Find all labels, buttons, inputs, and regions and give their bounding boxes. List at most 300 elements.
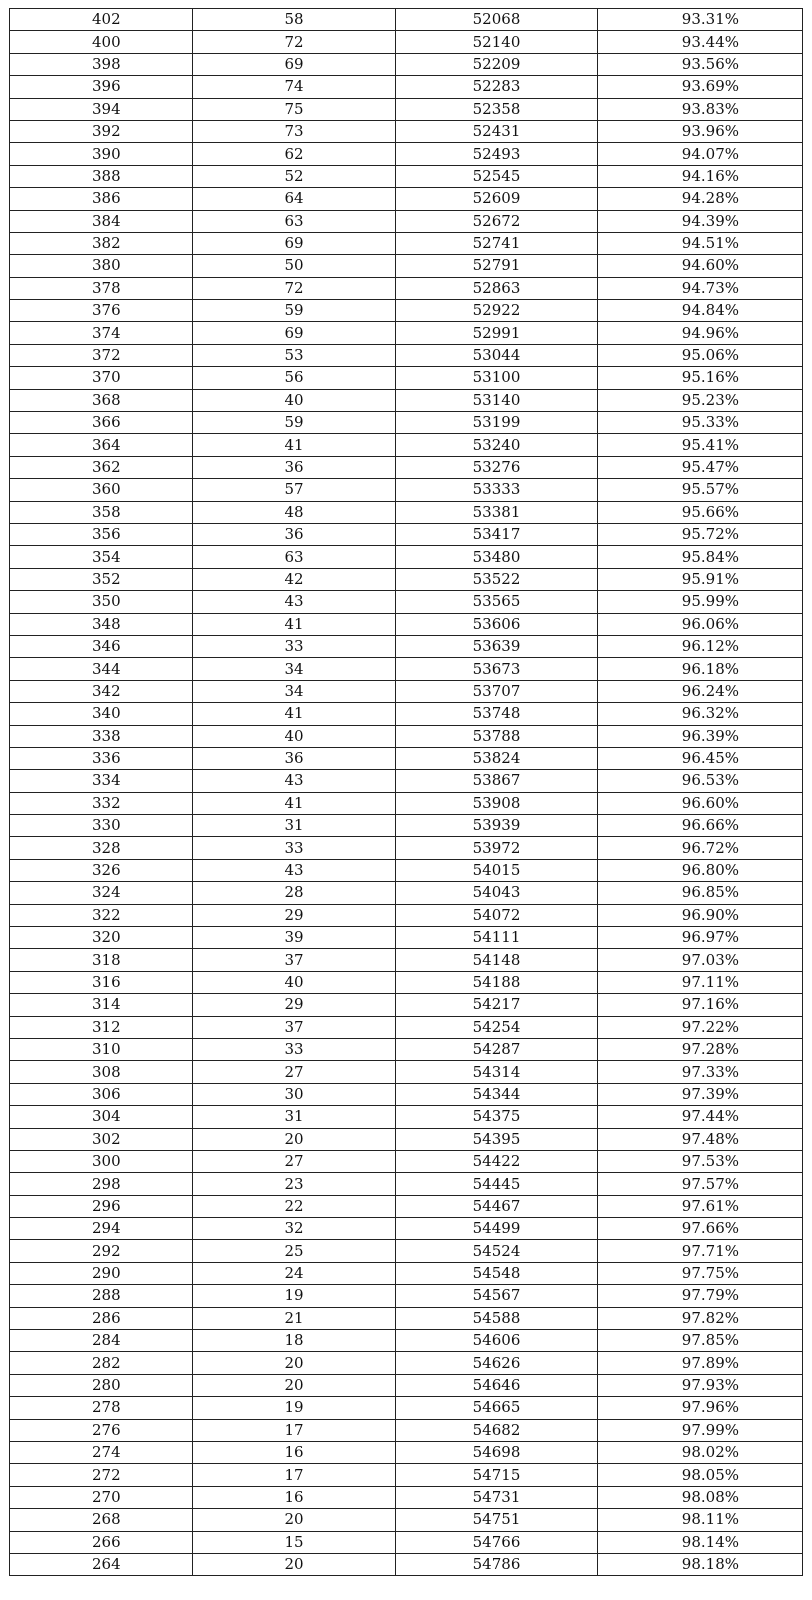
score-cell: 298: [10, 1173, 193, 1195]
cumulative-percent-cell: 95.06%: [598, 344, 803, 366]
cumulative-count-cell: 54111: [396, 927, 598, 949]
score-cell: 388: [10, 165, 193, 187]
cumulative-count-cell: 54395: [396, 1128, 598, 1150]
cumulative-percent-cell: 98.14%: [598, 1531, 803, 1553]
table-row: [10, 994, 803, 1016]
cumulative-percent-cell: 94.16%: [598, 165, 803, 187]
score-cell: 264: [10, 1553, 193, 1575]
table-row: [10, 300, 803, 322]
count-cell: 40: [193, 389, 396, 411]
count-cell: 74: [193, 76, 396, 98]
score-cell: 304: [10, 1106, 193, 1128]
count-cell: 40: [193, 725, 396, 747]
cumulative-percent-cell: 93.31%: [598, 9, 803, 31]
count-cell: 69: [193, 53, 396, 75]
table-row: [10, 613, 803, 635]
score-cell: 382: [10, 232, 193, 254]
count-cell: 53: [193, 344, 396, 366]
table-row: [10, 703, 803, 725]
cumulative-count-cell: 53140: [396, 389, 598, 411]
count-cell: 62: [193, 143, 396, 165]
cumulative-percent-cell: 97.53%: [598, 1150, 803, 1172]
count-cell: 42: [193, 568, 396, 590]
cumulative-percent-cell: 96.85%: [598, 882, 803, 904]
cumulative-percent-cell: 97.85%: [598, 1330, 803, 1352]
score-cell: 354: [10, 546, 193, 568]
score-cell: 314: [10, 994, 193, 1016]
cumulative-percent-cell: 97.96%: [598, 1397, 803, 1419]
score-cell: 284: [10, 1330, 193, 1352]
score-cell: 280: [10, 1374, 193, 1396]
table-row: [10, 1486, 803, 1508]
cumulative-percent-cell: 96.45%: [598, 747, 803, 769]
cumulative-count-cell: 54715: [396, 1464, 598, 1486]
table-row: [10, 188, 803, 210]
table-row: [10, 1352, 803, 1374]
count-cell: 34: [193, 658, 396, 680]
cumulative-percent-cell: 96.60%: [598, 792, 803, 814]
count-cell: 20: [193, 1553, 396, 1575]
count-cell: 43: [193, 770, 396, 792]
score-cell: 346: [10, 635, 193, 657]
cumulative-percent-cell: 94.39%: [598, 210, 803, 232]
table-row: [10, 837, 803, 859]
count-cell: 29: [193, 904, 396, 926]
cumulative-percent-cell: 97.66%: [598, 1218, 803, 1240]
cumulative-count-cell: 54626: [396, 1352, 598, 1374]
cumulative-count-cell: 53100: [396, 367, 598, 389]
score-cell: 324: [10, 882, 193, 904]
cumulative-percent-cell: 96.06%: [598, 613, 803, 635]
count-cell: 16: [193, 1486, 396, 1508]
table-row: [10, 1173, 803, 1195]
cumulative-percent-cell: 97.57%: [598, 1173, 803, 1195]
count-cell: 33: [193, 1038, 396, 1060]
cumulative-count-cell: 54548: [396, 1262, 598, 1284]
score-cell: 398: [10, 53, 193, 75]
score-cell: 294: [10, 1218, 193, 1240]
count-cell: 30: [193, 1083, 396, 1105]
count-cell: 19: [193, 1397, 396, 1419]
score-cell: 266: [10, 1531, 193, 1553]
score-cell: 286: [10, 1307, 193, 1329]
score-cell: 364: [10, 434, 193, 456]
score-cell: 318: [10, 949, 193, 971]
table-row: [10, 725, 803, 747]
score-cell: 282: [10, 1352, 193, 1374]
count-cell: 39: [193, 927, 396, 949]
cumulative-count-cell: 52991: [396, 322, 598, 344]
score-cell: 390: [10, 143, 193, 165]
table-row: [10, 98, 803, 120]
score-cell: 350: [10, 591, 193, 613]
count-cell: 17: [193, 1419, 396, 1441]
score-cell: 288: [10, 1285, 193, 1307]
cumulative-count-cell: 53480: [396, 546, 598, 568]
count-cell: 20: [193, 1352, 396, 1374]
score-cell: 326: [10, 859, 193, 881]
count-cell: 34: [193, 680, 396, 702]
score-cell: 274: [10, 1442, 193, 1464]
cumulative-percent-cell: 97.44%: [598, 1106, 803, 1128]
score-cell: 278: [10, 1397, 193, 1419]
count-cell: 69: [193, 322, 396, 344]
cumulative-count-cell: 54015: [396, 859, 598, 881]
table-row: [10, 143, 803, 165]
cumulative-percent-cell: 96.32%: [598, 703, 803, 725]
table-row: [10, 1307, 803, 1329]
table-row: [10, 792, 803, 814]
cumulative-percent-cell: 94.73%: [598, 277, 803, 299]
cumulative-percent-cell: 95.84%: [598, 546, 803, 568]
table-row: [10, 1038, 803, 1060]
score-distribution-table-container: [9, 8, 802, 1576]
score-cell: 402: [10, 9, 193, 31]
count-cell: 15: [193, 1531, 396, 1553]
cumulative-count-cell: 53867: [396, 770, 598, 792]
table-row: [10, 1419, 803, 1441]
cumulative-count-cell: 53333: [396, 479, 598, 501]
table-row: [10, 770, 803, 792]
table-row: [10, 367, 803, 389]
cumulative-percent-cell: 96.18%: [598, 658, 803, 680]
count-cell: 33: [193, 837, 396, 859]
cumulative-percent-cell: 98.11%: [598, 1509, 803, 1531]
cumulative-count-cell: 53673: [396, 658, 598, 680]
cumulative-count-cell: 54445: [396, 1173, 598, 1195]
count-cell: 41: [193, 703, 396, 725]
cumulative-percent-cell: 96.12%: [598, 635, 803, 657]
score-cell: 332: [10, 792, 193, 814]
cumulative-count-cell: 52283: [396, 76, 598, 98]
cumulative-percent-cell: 97.89%: [598, 1352, 803, 1374]
table-row: [10, 1374, 803, 1396]
cumulative-count-cell: 53522: [396, 568, 598, 590]
table-row: [10, 1150, 803, 1172]
count-cell: 41: [193, 792, 396, 814]
cumulative-count-cell: 54422: [396, 1150, 598, 1172]
count-cell: 59: [193, 300, 396, 322]
cumulative-count-cell: 54217: [396, 994, 598, 1016]
table-row: [10, 456, 803, 478]
score-cell: 392: [10, 120, 193, 142]
cumulative-percent-cell: 97.16%: [598, 994, 803, 1016]
cumulative-percent-cell: 94.07%: [598, 143, 803, 165]
score-cell: 340: [10, 703, 193, 725]
cumulative-count-cell: 53381: [396, 501, 598, 523]
cumulative-count-cell: 53707: [396, 680, 598, 702]
table-row: [10, 389, 803, 411]
cumulative-percent-cell: 95.66%: [598, 501, 803, 523]
cumulative-count-cell: 54786: [396, 1553, 598, 1575]
count-cell: 50: [193, 255, 396, 277]
table-row: [10, 232, 803, 254]
table-row: [10, 927, 803, 949]
table-row: [10, 1262, 803, 1284]
cumulative-count-cell: 54588: [396, 1307, 598, 1329]
cumulative-percent-cell: 93.96%: [598, 120, 803, 142]
table-row: [10, 747, 803, 769]
table-row: [10, 1442, 803, 1464]
score-cell: 322: [10, 904, 193, 926]
table-row: [10, 635, 803, 657]
count-cell: 63: [193, 210, 396, 232]
cumulative-percent-cell: 97.71%: [598, 1240, 803, 1262]
table-row: [10, 76, 803, 98]
count-cell: 20: [193, 1128, 396, 1150]
cumulative-count-cell: 53044: [396, 344, 598, 366]
count-cell: 23: [193, 1173, 396, 1195]
count-cell: 69: [193, 232, 396, 254]
cumulative-count-cell: 54567: [396, 1285, 598, 1307]
count-cell: 31: [193, 1106, 396, 1128]
cumulative-count-cell: 54375: [396, 1106, 598, 1128]
count-cell: 37: [193, 949, 396, 971]
cumulative-count-cell: 53972: [396, 837, 598, 859]
table-body: [10, 9, 803, 1576]
cumulative-count-cell: 53939: [396, 815, 598, 837]
score-cell: 372: [10, 344, 193, 366]
score-cell: 334: [10, 770, 193, 792]
cumulative-count-cell: 53824: [396, 747, 598, 769]
cumulative-percent-cell: 97.11%: [598, 971, 803, 993]
score-cell: 342: [10, 680, 193, 702]
cumulative-count-cell: 54646: [396, 1374, 598, 1396]
cumulative-count-cell: 53240: [396, 434, 598, 456]
table-row: [10, 9, 803, 31]
count-cell: 41: [193, 434, 396, 456]
count-cell: 24: [193, 1262, 396, 1284]
table-row: [10, 658, 803, 680]
cumulative-percent-cell: 97.39%: [598, 1083, 803, 1105]
cumulative-percent-cell: 96.24%: [598, 680, 803, 702]
count-cell: 40: [193, 971, 396, 993]
cumulative-count-cell: 52068: [396, 9, 598, 31]
table-row: [10, 322, 803, 344]
cumulative-count-cell: 54148: [396, 949, 598, 971]
cumulative-count-cell: 54043: [396, 882, 598, 904]
score-cell: 338: [10, 725, 193, 747]
count-cell: 56: [193, 367, 396, 389]
score-cell: 362: [10, 456, 193, 478]
count-cell: 27: [193, 1150, 396, 1172]
cumulative-count-cell: 52741: [396, 232, 598, 254]
cumulative-count-cell: 52431: [396, 120, 598, 142]
score-cell: 306: [10, 1083, 193, 1105]
count-cell: 52: [193, 165, 396, 187]
table-row: [10, 904, 803, 926]
count-cell: 22: [193, 1195, 396, 1217]
score-cell: 378: [10, 277, 193, 299]
table-row: [10, 1553, 803, 1575]
score-cell: 376: [10, 300, 193, 322]
cumulative-percent-cell: 97.61%: [598, 1195, 803, 1217]
score-cell: 384: [10, 210, 193, 232]
table-row: [10, 1285, 803, 1307]
score-cell: 366: [10, 412, 193, 434]
cumulative-percent-cell: 97.28%: [598, 1038, 803, 1060]
cumulative-percent-cell: 94.51%: [598, 232, 803, 254]
cumulative-count-cell: 54254: [396, 1016, 598, 1038]
score-cell: 328: [10, 837, 193, 859]
cumulative-count-cell: 53639: [396, 635, 598, 657]
score-cell: 348: [10, 613, 193, 635]
score-cell: 368: [10, 389, 193, 411]
cumulative-count-cell: 54467: [396, 1195, 598, 1217]
score-distribution-table: [9, 8, 803, 1576]
score-cell: 396: [10, 76, 193, 98]
table-row: [10, 1218, 803, 1240]
table-row: [10, 412, 803, 434]
cumulative-percent-cell: 95.41%: [598, 434, 803, 456]
cumulative-percent-cell: 93.44%: [598, 31, 803, 53]
table-row: [10, 1240, 803, 1262]
cumulative-percent-cell: 95.72%: [598, 523, 803, 545]
cumulative-count-cell: 54344: [396, 1083, 598, 1105]
score-cell: 312: [10, 1016, 193, 1038]
cumulative-percent-cell: 96.90%: [598, 904, 803, 926]
cumulative-count-cell: 53565: [396, 591, 598, 613]
cumulative-percent-cell: 96.72%: [598, 837, 803, 859]
cumulative-percent-cell: 95.91%: [598, 568, 803, 590]
score-cell: 394: [10, 98, 193, 120]
cumulative-count-cell: 52922: [396, 300, 598, 322]
cumulative-percent-cell: 98.08%: [598, 1486, 803, 1508]
count-cell: 31: [193, 815, 396, 837]
table-row: [10, 1464, 803, 1486]
count-cell: 57: [193, 479, 396, 501]
cumulative-count-cell: 54698: [396, 1442, 598, 1464]
cumulative-percent-cell: 95.16%: [598, 367, 803, 389]
table-row: [10, 1083, 803, 1105]
cumulative-percent-cell: 98.02%: [598, 1442, 803, 1464]
count-cell: 20: [193, 1509, 396, 1531]
cumulative-count-cell: 54665: [396, 1397, 598, 1419]
count-cell: 33: [193, 635, 396, 657]
score-cell: 292: [10, 1240, 193, 1262]
score-cell: 268: [10, 1509, 193, 1531]
score-cell: 310: [10, 1038, 193, 1060]
count-cell: 43: [193, 591, 396, 613]
cumulative-count-cell: 52545: [396, 165, 598, 187]
cumulative-count-cell: 54188: [396, 971, 598, 993]
table-row: [10, 53, 803, 75]
count-cell: 36: [193, 456, 396, 478]
table-row: [10, 434, 803, 456]
score-cell: 302: [10, 1128, 193, 1150]
score-cell: 386: [10, 188, 193, 210]
count-cell: 32: [193, 1218, 396, 1240]
cumulative-percent-cell: 93.69%: [598, 76, 803, 98]
cumulative-count-cell: 52209: [396, 53, 598, 75]
score-cell: 352: [10, 568, 193, 590]
cumulative-percent-cell: 93.83%: [598, 98, 803, 120]
table-row: [10, 815, 803, 837]
cumulative-count-cell: 52791: [396, 255, 598, 277]
cumulative-percent-cell: 97.22%: [598, 1016, 803, 1038]
cumulative-percent-cell: 96.53%: [598, 770, 803, 792]
cumulative-count-cell: 53748: [396, 703, 598, 725]
score-cell: 370: [10, 367, 193, 389]
cumulative-percent-cell: 97.93%: [598, 1374, 803, 1396]
score-cell: 330: [10, 815, 193, 837]
count-cell: 36: [193, 747, 396, 769]
table-row: [10, 523, 803, 545]
cumulative-count-cell: 54524: [396, 1240, 598, 1262]
score-cell: 270: [10, 1486, 193, 1508]
table-row: [10, 165, 803, 187]
cumulative-count-cell: 53417: [396, 523, 598, 545]
cumulative-percent-cell: 93.56%: [598, 53, 803, 75]
table-row: [10, 1509, 803, 1531]
count-cell: 37: [193, 1016, 396, 1038]
score-cell: 320: [10, 927, 193, 949]
cumulative-count-cell: 53606: [396, 613, 598, 635]
score-cell: 358: [10, 501, 193, 523]
cumulative-percent-cell: 94.60%: [598, 255, 803, 277]
score-cell: 272: [10, 1464, 193, 1486]
count-cell: 75: [193, 98, 396, 120]
cumulative-percent-cell: 98.05%: [598, 1464, 803, 1486]
cumulative-count-cell: 54314: [396, 1061, 598, 1083]
cumulative-percent-cell: 96.97%: [598, 927, 803, 949]
cumulative-count-cell: 53199: [396, 412, 598, 434]
cumulative-count-cell: 54606: [396, 1330, 598, 1352]
score-cell: 296: [10, 1195, 193, 1217]
cumulative-count-cell: 53276: [396, 456, 598, 478]
table-row: [10, 1016, 803, 1038]
table-row: [10, 1397, 803, 1419]
table-row: [10, 1128, 803, 1150]
table-row: [10, 859, 803, 881]
score-cell: 344: [10, 658, 193, 680]
table-row: [10, 971, 803, 993]
cumulative-count-cell: 52863: [396, 277, 598, 299]
table-row: [10, 591, 803, 613]
cumulative-count-cell: 54751: [396, 1509, 598, 1531]
table-row: [10, 501, 803, 523]
cumulative-count-cell: 52672: [396, 210, 598, 232]
cumulative-percent-cell: 96.66%: [598, 815, 803, 837]
score-cell: 360: [10, 479, 193, 501]
score-cell: 276: [10, 1419, 193, 1441]
count-cell: 72: [193, 277, 396, 299]
cumulative-count-cell: 54766: [396, 1531, 598, 1553]
table-row: [10, 255, 803, 277]
cumulative-count-cell: 54731: [396, 1486, 598, 1508]
table-row: [10, 1061, 803, 1083]
table-row: [10, 277, 803, 299]
cumulative-percent-cell: 96.80%: [598, 859, 803, 881]
count-cell: 17: [193, 1464, 396, 1486]
count-cell: 36: [193, 523, 396, 545]
count-cell: 63: [193, 546, 396, 568]
count-cell: 59: [193, 412, 396, 434]
table-row: [10, 479, 803, 501]
cumulative-count-cell: 52140: [396, 31, 598, 53]
cumulative-percent-cell: 95.47%: [598, 456, 803, 478]
table-row: [10, 31, 803, 53]
score-cell: 336: [10, 747, 193, 769]
cumulative-count-cell: 53908: [396, 792, 598, 814]
table-row: [10, 680, 803, 702]
cumulative-count-cell: 54287: [396, 1038, 598, 1060]
count-cell: 20: [193, 1374, 396, 1396]
table-row: [10, 568, 803, 590]
count-cell: 25: [193, 1240, 396, 1262]
table-row: [10, 344, 803, 366]
score-cell: 374: [10, 322, 193, 344]
